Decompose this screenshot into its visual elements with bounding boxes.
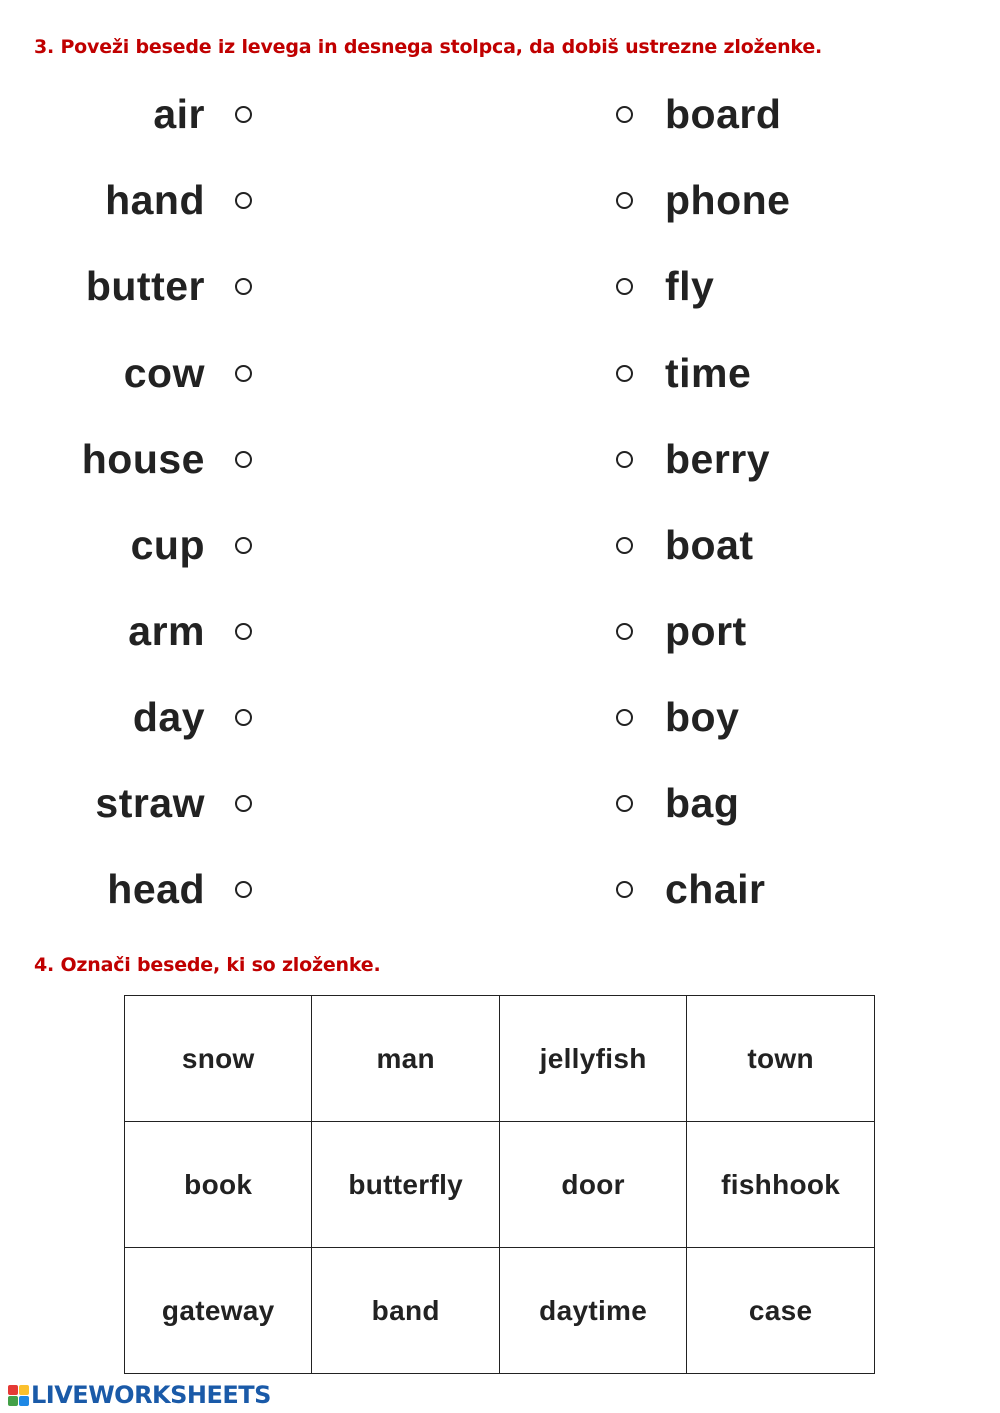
left-word: cup [130, 522, 205, 568]
right-word: port [665, 608, 747, 654]
word-cell[interactable]: butterfly [312, 1122, 500, 1248]
match-row [0, 687, 1000, 747]
task3-heading: 3. Poveži besede iz levega in desnega stolpca, da dobiš ustrezne zloženke. [34, 36, 823, 58]
match-row [0, 515, 1000, 575]
logo-square [8, 1396, 18, 1406]
left-word: arm [128, 608, 205, 654]
left-word: day [132, 694, 205, 740]
word-cell[interactable]: town [687, 996, 875, 1122]
right-word: board [665, 91, 782, 137]
match-row [0, 601, 1000, 661]
match-row [0, 343, 1000, 403]
table-row [125, 996, 875, 1122]
right-connector-dot[interactable] [616, 623, 633, 640]
word-cell[interactable]: gateway [125, 1248, 312, 1374]
word-cell[interactable]: case [687, 1248, 875, 1374]
liveworksheets-logo [8, 1380, 271, 1410]
match-row [0, 429, 1000, 489]
match-row [0, 170, 1000, 230]
left-word: head [107, 866, 205, 912]
liveworksheets-logo-icon [8, 1385, 29, 1406]
right-word: time [665, 350, 752, 396]
word-cell[interactable]: jellyfish [499, 996, 686, 1122]
right-connector-dot[interactable] [616, 278, 633, 295]
left-connector-dot[interactable] [235, 881, 252, 898]
right-word: phone [665, 177, 791, 223]
left-connector-dot[interactable] [235, 365, 252, 382]
right-connector-dot[interactable] [616, 451, 633, 468]
left-word: house [81, 436, 205, 482]
word-cell[interactable]: snow [125, 996, 312, 1122]
left-word: air [153, 91, 205, 137]
left-connector-dot[interactable] [235, 795, 252, 812]
left-word: cow [123, 350, 205, 396]
word-cell[interactable]: man [312, 996, 500, 1122]
task4-heading: 4. Označi besede, ki so zloženke. [34, 954, 381, 976]
left-connector-dot[interactable] [235, 106, 252, 123]
right-word: fly [665, 263, 715, 309]
word-cell[interactable]: band [312, 1248, 500, 1374]
right-connector-dot[interactable] [616, 709, 633, 726]
left-connector-dot[interactable] [235, 451, 252, 468]
logo-square [19, 1396, 29, 1406]
right-connector-dot[interactable] [616, 795, 633, 812]
right-word: boat [665, 522, 754, 568]
right-connector-dot[interactable] [616, 106, 633, 123]
match-row [0, 256, 1000, 316]
logo-text: LIVEWORKSHEETS [31, 1381, 271, 1409]
compound-words-table [124, 995, 875, 1374]
right-connector-dot[interactable] [616, 192, 633, 209]
left-connector-dot[interactable] [235, 278, 252, 295]
left-connector-dot[interactable] [235, 537, 252, 554]
left-word: hand [105, 177, 205, 223]
word-cell[interactable]: book [125, 1122, 312, 1248]
right-word: bag [665, 780, 740, 826]
logo-square [8, 1385, 18, 1395]
left-word: butter [85, 263, 205, 309]
word-cell[interactable]: daytime [499, 1248, 686, 1374]
right-word: berry [665, 436, 771, 482]
word-cell[interactable]: door [499, 1122, 686, 1248]
left-word: straw [95, 780, 205, 826]
match-row [0, 773, 1000, 833]
left-connector-dot[interactable] [235, 192, 252, 209]
right-word: boy [665, 694, 740, 740]
word-cell[interactable]: fishhook [687, 1122, 875, 1248]
match-row [0, 84, 1000, 144]
left-connector-dot[interactable] [235, 709, 252, 726]
table-row [125, 1248, 875, 1374]
left-connector-dot[interactable] [235, 623, 252, 640]
match-row [0, 859, 1000, 919]
right-connector-dot[interactable] [616, 537, 633, 554]
logo-square [19, 1385, 29, 1395]
right-word: chair [665, 866, 766, 912]
right-connector-dot[interactable] [616, 365, 633, 382]
table-row [125, 1122, 875, 1248]
right-connector-dot[interactable] [616, 881, 633, 898]
